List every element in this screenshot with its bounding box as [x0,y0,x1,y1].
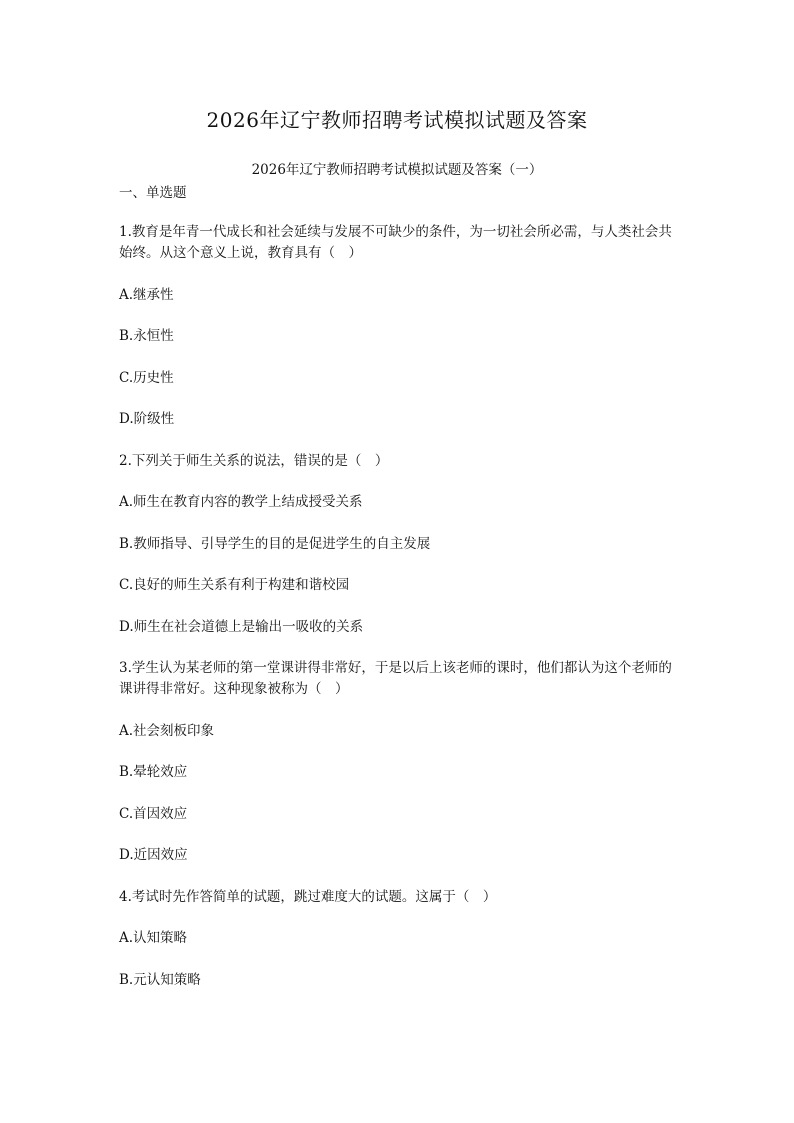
question-2-option-a: A.师生在教育内容的教学上结成授受关系 [119,494,363,510]
question-4-option-a: A.认知策略 [119,930,188,946]
question-2-option-c: C.良好的师生关系有利于构建和谐校园 [119,577,350,593]
question-2-option-b: B.教师指导、引导学生的目的是促进学生的自主发展 [119,535,431,552]
question-4-option-b: B.元认知策略 [119,971,201,988]
question-1-option-c: C.历史性 [119,369,174,386]
question-3-option-c: C.首因效应 [119,805,188,822]
question-1-text: 1.教育是年青一代成长和社会延续与发展不可缺少的条件，为一切社会所必需，与人类社会共始终。从这个意义上说，教育具有（ ） [119,224,672,261]
question-4-text: 4.考试时先作答简单的试题，跳过难度大的试题。这属于（ ） [119,888,497,905]
section-heading: 一、单选题 [119,185,187,201]
question-list [119,222,679,991]
document-subtitle: 2026年辽宁教师招聘考试模拟试题及答案（一） [251,162,543,178]
question-1-option-a: A.继承性 [119,286,174,303]
question-1-option-b: B.永恒性 [119,328,174,344]
document-title: 2026年辽宁教师招聘考试模拟试题及答案 [206,108,588,132]
question-1-option-d: D.阶级性 [119,411,175,427]
question-3-option-d: D.近因效应 [119,847,188,863]
question-2-option-d: D.师生在社会道德上是输出一吸收的关系 [119,618,364,635]
question-3-option-a: A.社会刻板印象 [119,722,215,739]
question-2-text: 2.下列关于师生关系的说法，错误的是（ ） [119,452,389,469]
question-3-text: 3.学生认为某老师的第一堂课讲得非常好，于是以后上该老师的课时，他们都认为这个老师的课讲得非常好。这种现象被称为（ ） [119,660,672,697]
question-3-option-b: B.晕轮效应 [119,764,188,780]
